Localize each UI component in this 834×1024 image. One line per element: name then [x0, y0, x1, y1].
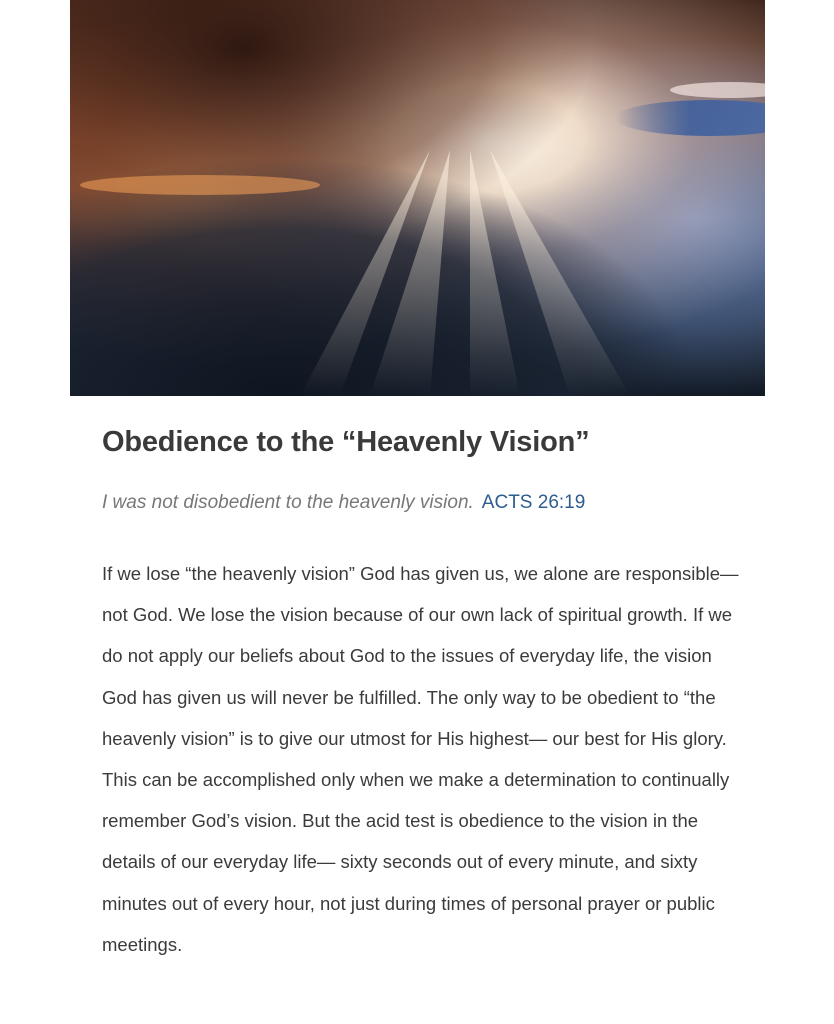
key-verse — [102, 489, 742, 517]
verse-text: I was not disobedient to the heavenly vision. — [102, 492, 474, 513]
page-title: Obedience to the “Heavenly Vision” — [102, 426, 590, 458]
verse-reference-link[interactable]: ACTS 26:19 — [481, 492, 586, 513]
devotional-body: If we lose “the heavenly vision” God has given us, we alone are responsible— not God. We lose the vision because of our own lack of spiritual growth. If we do not apply our beliefs about God to the issues of everyday life, the vision God has given us will never be fulfilled. The only way to be obedient to “the heavenly vision” is to give our utmost for His highest— our best for His glory. This can be accomplished only when we make a determination to continually remember God’s vision. But the acid test is obedience to the vision in the details of our everyday life— sixty seconds out of every minute, and sixty minutes out of every hour, not just during times of personal prayer or public meetings. — [102, 563, 739, 955]
sky-sunrays-image — [70, 0, 765, 396]
hero-image — [70, 0, 765, 396]
devotional-content — [102, 420, 742, 965]
